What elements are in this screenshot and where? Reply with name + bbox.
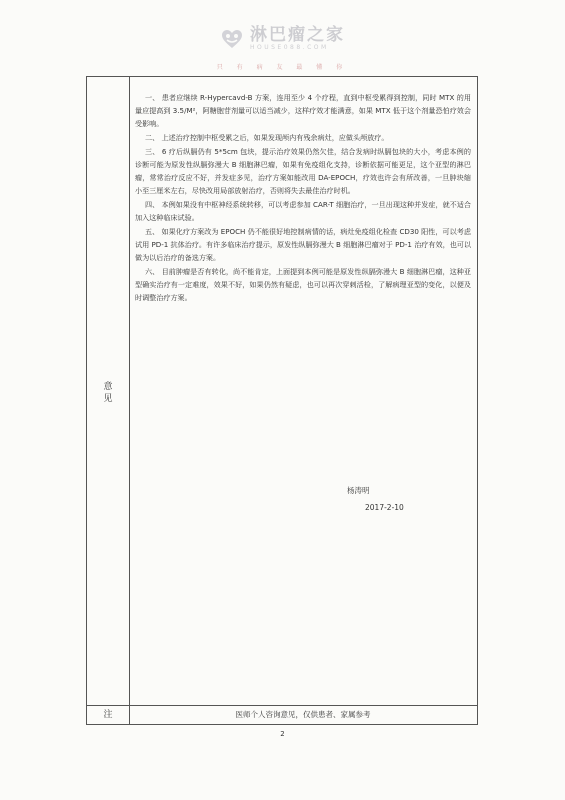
note-label: 注 <box>103 710 113 720</box>
opinion-content <box>135 91 471 305</box>
label-column <box>87 77 130 724</box>
site-logo <box>0 26 565 52</box>
signature-date: 2017-2-10 <box>365 503 404 512</box>
opinion-paragraph-4: 四、 本例如果没有中枢神经系统转移，可以考虑参加 CAR-T 细胞治疗，一旦出现这种并发症，就不适合加入这种临床试验。 <box>135 200 471 222</box>
disclaimer-note: 医师个人咨询意见，仅供患者、家属参考 <box>235 710 371 719</box>
opinion-form <box>86 76 478 725</box>
opinion-label-char-2: 见 <box>103 394 113 404</box>
opinion-label-char-1: 意 <box>103 382 113 392</box>
opinion-paragraph-3: 三、 6 疗后纵膈仍有 5*5cm 包块，提示治疗效果仍然欠佳，结合发病时纵膈包块的大小，考虑本例的诊断可能为原发性纵膈弥漫大 B 细胞淋巴瘤，如果有免疫组化支持，诊断依据可能更足，这个亚型的淋巴瘤，常常治疗反应不好，并发症多见，治疗方案如能改用 DA-EPOCH，疗效也许会有所改善，一旦肿块缩小至三厘米左右，尽快改用局部放射治疗，否则将失去最佳治疗时机。 <box>135 147 471 195</box>
signature-name: 杨涛明 <box>347 486 370 495</box>
logo-subtitle: HOUSE088.COM <box>250 44 329 51</box>
opinion-paragraph-6: 六、 目前肿瘤是否有转化，尚不能肯定，上面提到本例可能是原发性纵膈弥漫大 B 细胞淋巴瘤，这种亚型确实治疗有一定难度，效果不好，如果仍然有疑虑，也可以再次穿刺活检，了解病理亚型的变化，以便及时调整治疗方案。 <box>135 267 471 302</box>
opinion-paragraph-1: 一、 患者应继续 R-Hypercavd-B 方案，连用至少 4 个疗程，直到中枢受累得到控制，同时 MTX 的用量应提高到 3.5/M²，阿糖胞苷剂量可以适当减少，这样疗效才能满意，如果 MTX 低于这个剂量恐怕疗效会受影响。 <box>135 93 471 128</box>
heart-hands-icon <box>220 27 244 51</box>
opinion-paragraph-2: 二、 上述治疗控制中枢受累之后，如果发现颅内有残余病灶，应做头颅放疗。 <box>145 133 389 142</box>
logo-title: 淋巴瘤之家 <box>250 25 345 45</box>
logo-slogan: 只 有 病 友 最 懂 你 <box>216 64 349 71</box>
page-number: 2 <box>280 730 285 738</box>
opinion-paragraph-5: 五、 如果化疗方案改为 EPOCH 仍不能很好地控制病情的话，病灶免疫组化检查 CD30 阳性，可以考虑试用 PD-1 抗体治疗。有许多临床治疗提示，原发性纵膈弥漫大 B 细胞淋巴瘤对于 PD-1 治疗有效，也可以做为以后治疗的备选方案。 <box>135 227 471 262</box>
